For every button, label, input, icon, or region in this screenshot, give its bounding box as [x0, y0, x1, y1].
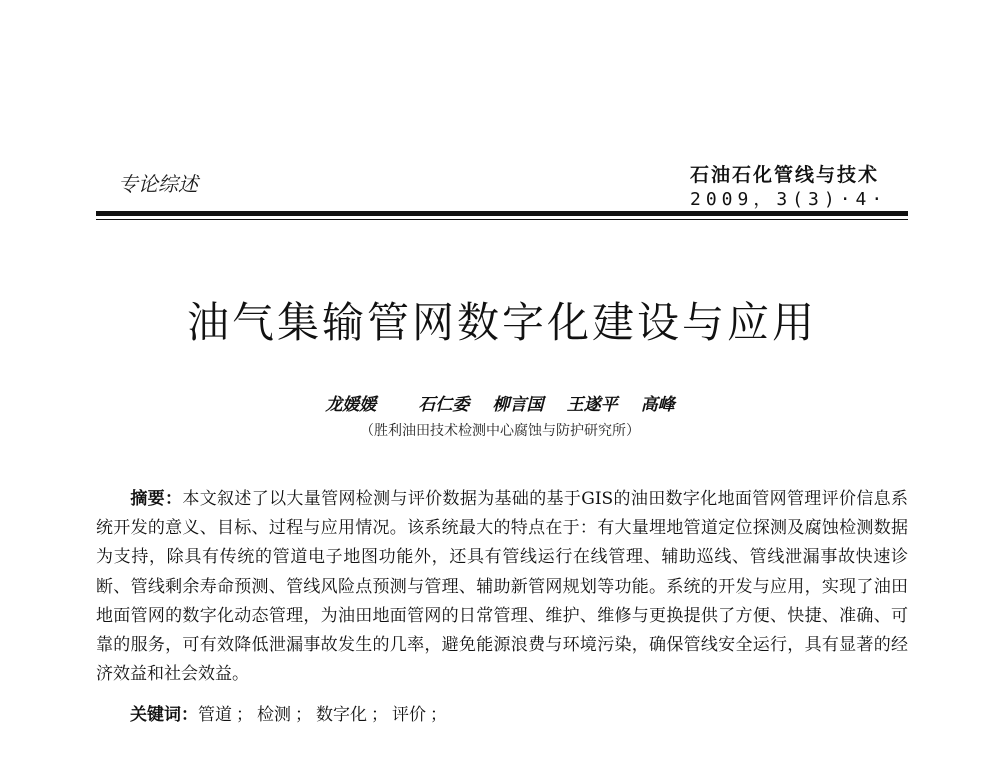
keyword-separator: ； [295, 705, 312, 725]
author-name: 王遂平 [566, 395, 618, 415]
keyword-separator: ； [430, 705, 447, 725]
section-label: 专论综述 [118, 172, 198, 196]
header-rule-thin [96, 219, 908, 220]
keywords-label: 关键词： [130, 705, 198, 725]
keyword-separator: ； [371, 705, 388, 725]
keyword-separator: ； [236, 705, 253, 725]
author-name: 石仁委 [418, 395, 470, 415]
keyword: 检测 [257, 705, 291, 725]
author-name: 高峰 [640, 395, 675, 415]
keyword: 管道 [198, 705, 232, 725]
author-name: 柳言国 [492, 395, 544, 415]
header-rule-thick [96, 211, 908, 216]
abstract-text: 本文叙述了以大量管网检测与评价数据为基础的基于GIS的油田数字化地面管网管理评价信息系统开发的意义、目标、过程与应用情况。该系统最大的特点在于：有大量埋地管道定位探测及腐蚀检测数据为支持，除具有传统的管道电子地图功能外，还具有管线运行在线管理、辅助巡线、管线泄漏事故快速诊断、管线剩余寿命预测、管线风险点预测与管理、辅助新管网规划等功能。系统的开发与应用，实现了油田地面管网的数字化动态管理，为油田地面管网的日常管理、维护、维修与更换提供了方便、快捷、准确、可靠的服务，可有效降低泄漏事故发生的几率，避免能源浪费与环境污染，确保管线安全运行，具有显著的经济效益和社会效益。 [96, 489, 908, 685]
keyword: 数字化 [316, 705, 367, 725]
journal-name: 石油石化管线与技术 [690, 164, 880, 186]
abstract-label: 摘要： [130, 489, 183, 509]
affiliation: （胜利油田技术检测中心腐蚀与防护研究所） [360, 423, 640, 439]
author-list [0, 390, 1000, 415]
keyword: 评价 [392, 705, 426, 725]
article-title: 油气集输管网数字化建设与应用 [186, 298, 817, 347]
abstract-paragraph [96, 485, 908, 689]
journal-issue: 2009，3(3)·4· [690, 189, 888, 210]
keywords-line [130, 700, 451, 725]
author-name: 龙媛媛 [325, 395, 377, 415]
